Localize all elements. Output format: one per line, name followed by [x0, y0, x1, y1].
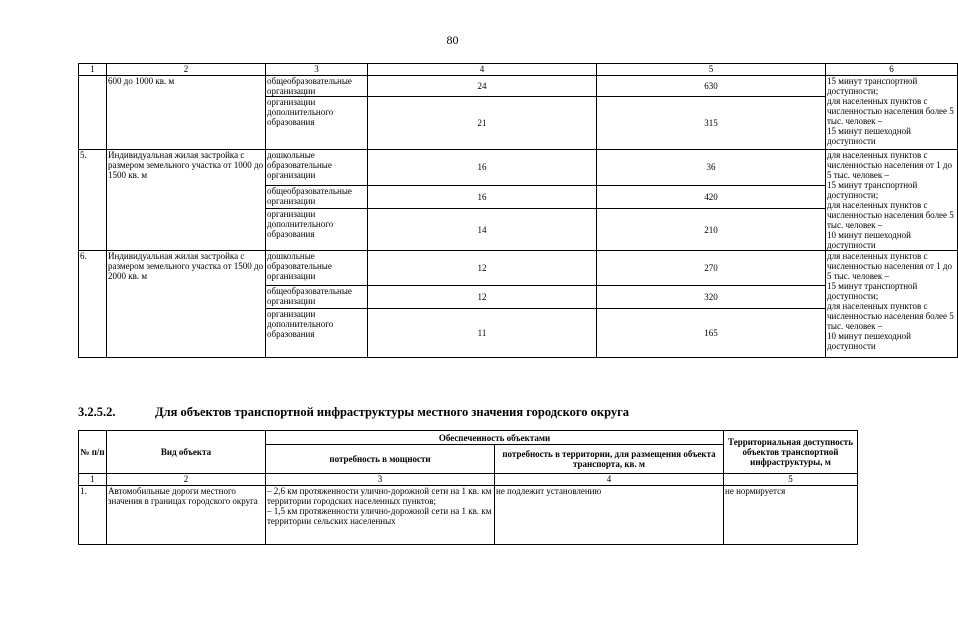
organization-type: дошкольные образовательные организации [266, 251, 368, 286]
page-number: 80 [446, 33, 459, 47]
territory-value: 420 [597, 185, 826, 208]
row-number [79, 76, 107, 150]
column-number: 3 [266, 474, 495, 486]
column-number: 5 [597, 64, 826, 76]
capacity-value: 24 [368, 76, 597, 97]
column-number: 2 [107, 64, 266, 76]
development-category: 600 до 1000 кв. м [107, 76, 266, 150]
column-number: 3 [266, 64, 368, 76]
territory-value: 165 [597, 309, 826, 358]
header-power: потребность в мощности [266, 445, 495, 474]
row-number: 5. [79, 150, 107, 251]
object-type: Автомобильные дороги местного значения в границах городского округа [107, 486, 266, 545]
section-heading [78, 405, 629, 420]
territory-value: 320 [597, 286, 826, 309]
facilities-provision-table [78, 63, 958, 358]
column-number-row [79, 64, 958, 76]
transport-infrastructure-table [78, 430, 858, 545]
territory-value: 270 [597, 251, 826, 286]
header-num: № п/п [79, 431, 107, 474]
organization-type: общеобразовательные организации [266, 185, 368, 208]
column-number: 4 [495, 474, 724, 486]
capacity-value: 12 [368, 286, 597, 309]
table-row [79, 76, 958, 97]
organization-type: общеобразовательные организации [266, 286, 368, 309]
column-number: 5 [724, 474, 858, 486]
organization-type: организации дополнительного образования [266, 97, 368, 150]
capacity-requirement: – 2,6 км протяженности улично-дорожной сети на 1 кв. км территории городских населенных пунктов; – 1,5 км протяженности улично-дорожной сети на 1 кв. км территории сельских населенных [266, 486, 495, 545]
capacity-value: 16 [368, 185, 597, 208]
organization-type: организации дополнительного образования [266, 309, 368, 358]
column-number: 1 [79, 474, 107, 486]
column-number-row [79, 474, 858, 486]
row-number: 6. [79, 251, 107, 358]
organization-type: организации дополнительного образования [266, 209, 368, 251]
row-number: 1. [79, 486, 107, 545]
accessibility-text: для населенных пунктов с численностью населения от 1 до 5 тыс. человек – 15 минут транспортной доступности; для населенных пунктов с численностью населения более 5 тыс. человек – 10 минут пешеходной доступности [826, 251, 958, 358]
capacity-value: 14 [368, 209, 597, 251]
header-territory: потребность в территории, для размещения объекта транспорта, кв. м [495, 445, 724, 474]
accessibility-text: не нормируется [724, 486, 858, 545]
territory-value: 36 [597, 150, 826, 186]
section-title: Для объектов транспортной инфраструктуры местного значения городского округа [155, 405, 630, 419]
territory-value: 315 [597, 97, 826, 150]
capacity-value: 11 [368, 309, 597, 358]
column-number: 6 [826, 64, 958, 76]
territory-value: 630 [597, 76, 826, 97]
development-category: Индивидуальная жилая застройка с размером земельного участка от 1500 до 2000 кв. м [107, 251, 266, 358]
accessibility-text: для населенных пунктов с численностью населения от 1 до 5 тыс. человек – 15 минут транспортной доступности; для населенных пунктов с численностью населения более 5 тыс. человек – 10 минут пешеходной доступности [826, 150, 958, 251]
section-number: 3.2.5.2. [78, 405, 116, 419]
development-category: Индивидуальная жилая застройка с размером земельного участка от 1000 до 1500 кв. м [107, 150, 266, 251]
column-number: 2 [107, 474, 266, 486]
accessibility-text: 15 минут транспортной доступности; для населенных пунктов с численностью населения более 5 тыс. человек – 15 минут пешеходной доступности [826, 76, 958, 150]
capacity-value: 16 [368, 150, 597, 186]
organization-type: общеобразовательные организации [266, 76, 368, 97]
table-row [79, 251, 958, 286]
table-row [79, 150, 958, 186]
table-row [79, 486, 858, 545]
column-number: 4 [368, 64, 597, 76]
header-type: Вид объекта [107, 431, 266, 474]
column-number: 1 [79, 64, 107, 76]
capacity-value: 21 [368, 97, 597, 150]
organization-type: дошкольные образовательные организации [266, 150, 368, 186]
territory-requirement: не подлежит установлению [495, 486, 724, 545]
territory-value: 210 [597, 209, 826, 251]
header-provision: Обеспеченность объектами [266, 431, 724, 445]
capacity-value: 12 [368, 251, 597, 286]
header-access: Территориальная доступность объектов транспортной инфраструктуры, м [724, 431, 858, 474]
